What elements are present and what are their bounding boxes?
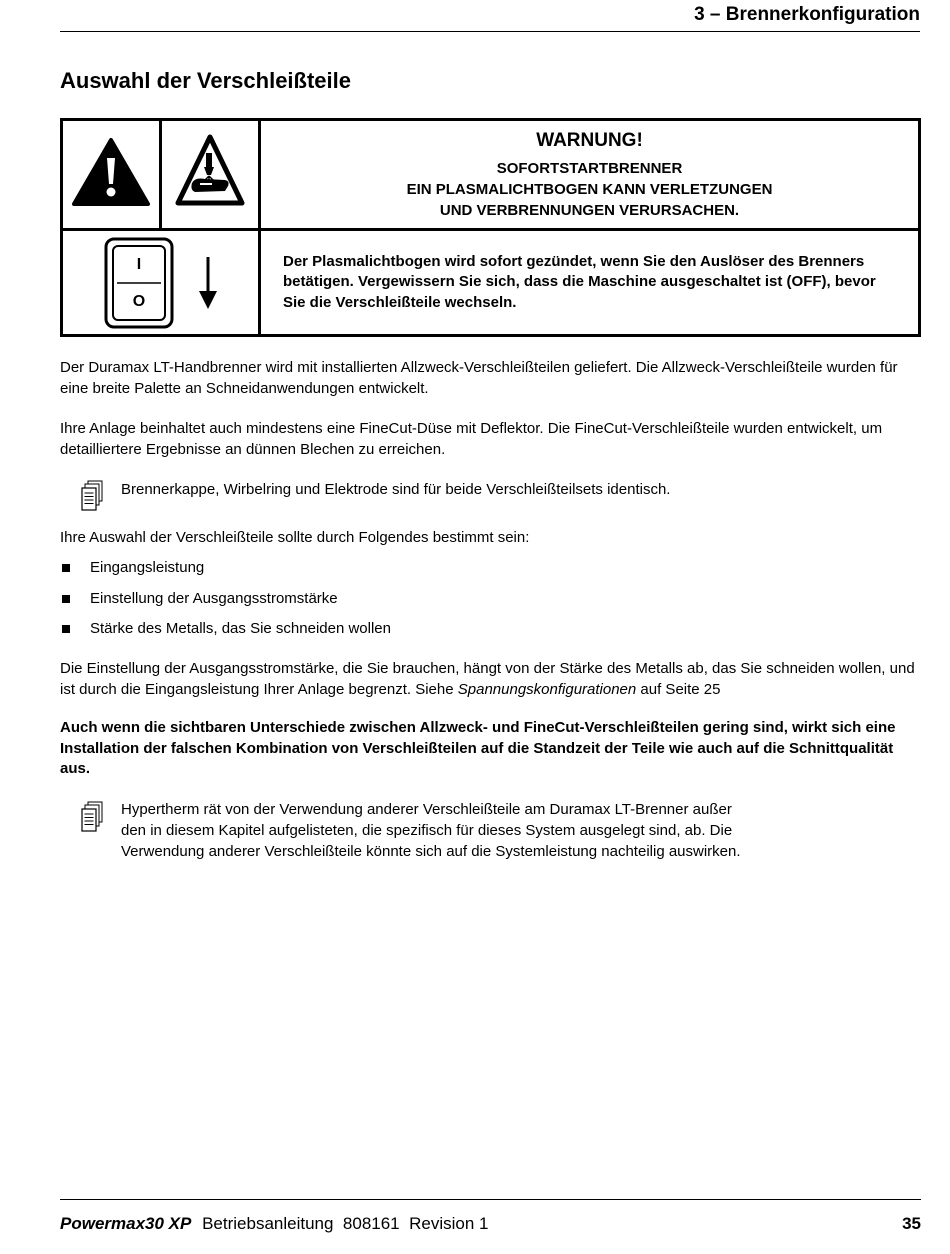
list-item-label: Eingangsleistung bbox=[90, 559, 205, 576]
note-pages-icon bbox=[80, 480, 104, 512]
warning-body-cell bbox=[260, 230, 920, 336]
warning-subtitle-line: EIN PLASMALICHTBOGEN KANN VERLETZUNGEN bbox=[406, 181, 773, 198]
warning-subtitle bbox=[261, 158, 918, 221]
warning-box bbox=[60, 118, 921, 337]
bullet-square-icon bbox=[62, 564, 70, 572]
warning-icon-cell bbox=[62, 120, 161, 230]
bullet-square-icon bbox=[62, 595, 70, 603]
bullet-square-icon bbox=[62, 625, 70, 633]
warning-triangle-icon bbox=[71, 136, 151, 208]
paragraph-text: auf Seite 25 bbox=[636, 681, 721, 698]
section-title: Auswahl der Verschleißteile bbox=[60, 68, 352, 93]
warning-header-cell bbox=[260, 120, 920, 230]
switch-off-label: O bbox=[133, 292, 146, 310]
paragraph: Ihre Anlage beinhaltet auch mindestens eine FineCut-Düse mit Deflektor. Die FineCut-Verschleißteile wurden entwickelt, um detailliertere Ergebnisse an dünnen Blechen zu erreichen. bbox=[60, 420, 883, 458]
note-pages-icon bbox=[80, 801, 104, 833]
switch-on-label: I bbox=[137, 255, 142, 273]
warning-subtitle-line: SOFORTSTARTBRENNER bbox=[496, 160, 683, 177]
note-text: Brennerkappe, Wirbelring und Elektrode sind für beide Verschleißteilsets identisch. bbox=[121, 481, 671, 498]
warning-subtitle-line: UND VERBRENNUNGEN VERURSACHEN. bbox=[439, 202, 740, 219]
list-item-label: Stärke des Metalls, das Sie schneiden wollen bbox=[90, 620, 391, 637]
paragraph: Ihre Auswahl der Verschleißteile sollte durch Folgendes bestimmt sein: bbox=[60, 529, 530, 546]
page-footer bbox=[60, 1214, 921, 1234]
hand-plasma-hazard-icon bbox=[175, 133, 245, 211]
paragraph-text: Die Einstellung der Ausgangsstromstärke, die Sie brauchen, hängt von der Stärke des Metalls ab, das Sie schneiden wollen, und ist durch die Eingangsleistung Ihrer Anlage begrenzt. Siehe bbox=[60, 660, 915, 698]
paragraph: Der Duramax LT-Handbrenner wird mit installierten Allzweck-Verschleißteilen geliefert. Die Allzweck-Verschleißteile wurden für eine breite Palette an Schneidanwendungen entwickelt. bbox=[60, 359, 898, 397]
cross-reference-link[interactable]: Spannungskonfigurationen bbox=[457, 681, 637, 698]
chapter-header bbox=[60, 4, 920, 32]
document-info: Betriebsanleitung 808161 Revision 1 bbox=[202, 1214, 489, 1233]
switch-icon-cell bbox=[62, 230, 260, 336]
hazard-icon-cell bbox=[161, 120, 260, 230]
warning-body: Der Plasmalichtbogen wird sofort gezündet, wenn Sie den Auslöser des Brenners betätigen. Vergewissern Sie sich, dass die Maschine ausgeschaltet ist (OFF), bevor Sie die Verschleißteile wechseln. bbox=[283, 252, 876, 311]
chapter-title: 3 – Brennerkonfiguration bbox=[694, 4, 920, 25]
warning-title: WARNUNG! bbox=[536, 130, 643, 151]
page-number: 35 bbox=[902, 1214, 921, 1233]
power-switch-icon bbox=[103, 236, 175, 330]
paragraph bbox=[60, 658, 922, 700]
list-item-label: Einstellung der Ausgangsstromstärke bbox=[90, 590, 338, 607]
product-name: Powermax30 XP bbox=[60, 1214, 192, 1233]
note-text: Hypertherm rät von der Verwendung anderer Verschleißteile am Duramax LT-Brenner außer den in diesem Kapitel aufgelisteten, die spezifisch für dieses System ausgelegt sind, ab. Die Verwendung anderer Verschleißteile könnte sich auf die Systemleistung nachteilig auswirken. bbox=[121, 801, 741, 860]
arrow-down-icon bbox=[198, 255, 218, 311]
footer-divider bbox=[60, 1199, 921, 1200]
important-paragraph: Auch wenn die sichtbaren Unterschiede zwischen Allzweck- und FineCut-Verschleißteilen gering sind, wirkt sich eine Installation der falschen Kombination von Verschleißteilen auf die Standzeit der Teile wie auch auf die Schnittqualität aus. bbox=[60, 719, 896, 777]
